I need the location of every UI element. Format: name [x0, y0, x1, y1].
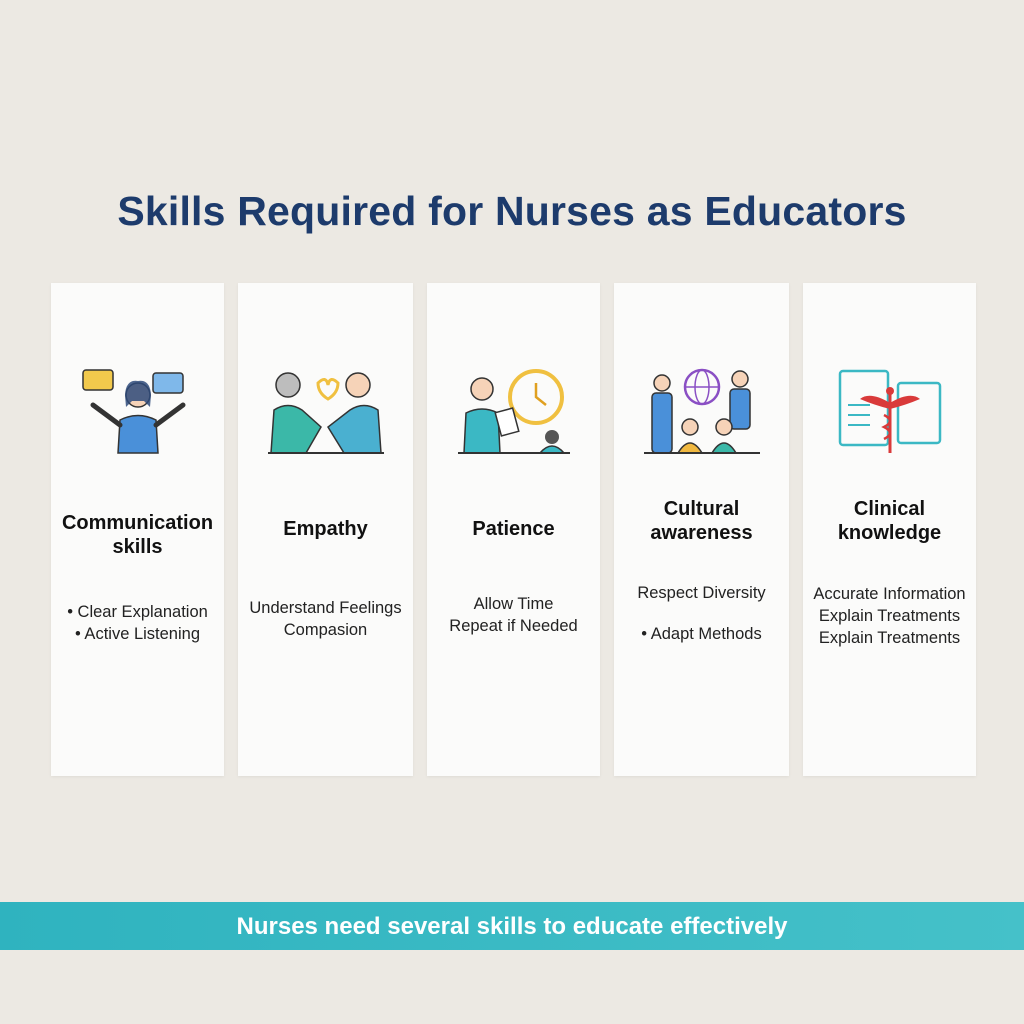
nurse-speech-bubbles-icon [78, 365, 198, 455]
card-item: • Active Listening [74, 625, 200, 643]
diverse-group-globe-icon [642, 365, 762, 455]
card-item: • Adapt Methods [641, 625, 762, 643]
card-title-line: Clinical [853, 498, 926, 520]
nurse-clock-icon [454, 365, 574, 455]
card-item: Repeat if Needed [449, 617, 578, 635]
card-title-line: Communication [61, 512, 214, 534]
card-empathy [238, 283, 413, 776]
nurse-holding-hands-icon [266, 365, 386, 455]
card-item: Respect Diversity [637, 584, 766, 602]
card-cultural-awareness [614, 283, 789, 776]
card-clinical-knowledge [803, 283, 976, 776]
card-title-line: knowledge [837, 522, 942, 544]
card-item: Explain Treatments [818, 629, 961, 647]
card-title-line: Empathy [283, 518, 368, 540]
card-title-line: Patience [472, 518, 555, 540]
card-item: Understand Feelings [249, 599, 402, 617]
card-communication [51, 283, 224, 776]
card-patience [427, 283, 600, 776]
page-title: Skills Required for Nurses as Educators [117, 188, 907, 234]
caduceus-medical-records-icon [830, 365, 950, 455]
card-title-line: skills [112, 536, 163, 558]
card-item: • Clear Explanation [67, 603, 208, 621]
footer-banner [0, 902, 1024, 950]
card-item: Explain Treatments [818, 607, 961, 625]
card-item: Compasion [283, 621, 368, 639]
card-title-line: Cultural [663, 498, 740, 520]
card-item: Accurate Information [813, 585, 966, 603]
footer-text: Nurses need several skills to educate effectively [236, 913, 788, 940]
card-title-line: awareness [650, 522, 753, 544]
card-item: Allow Time [473, 595, 554, 613]
